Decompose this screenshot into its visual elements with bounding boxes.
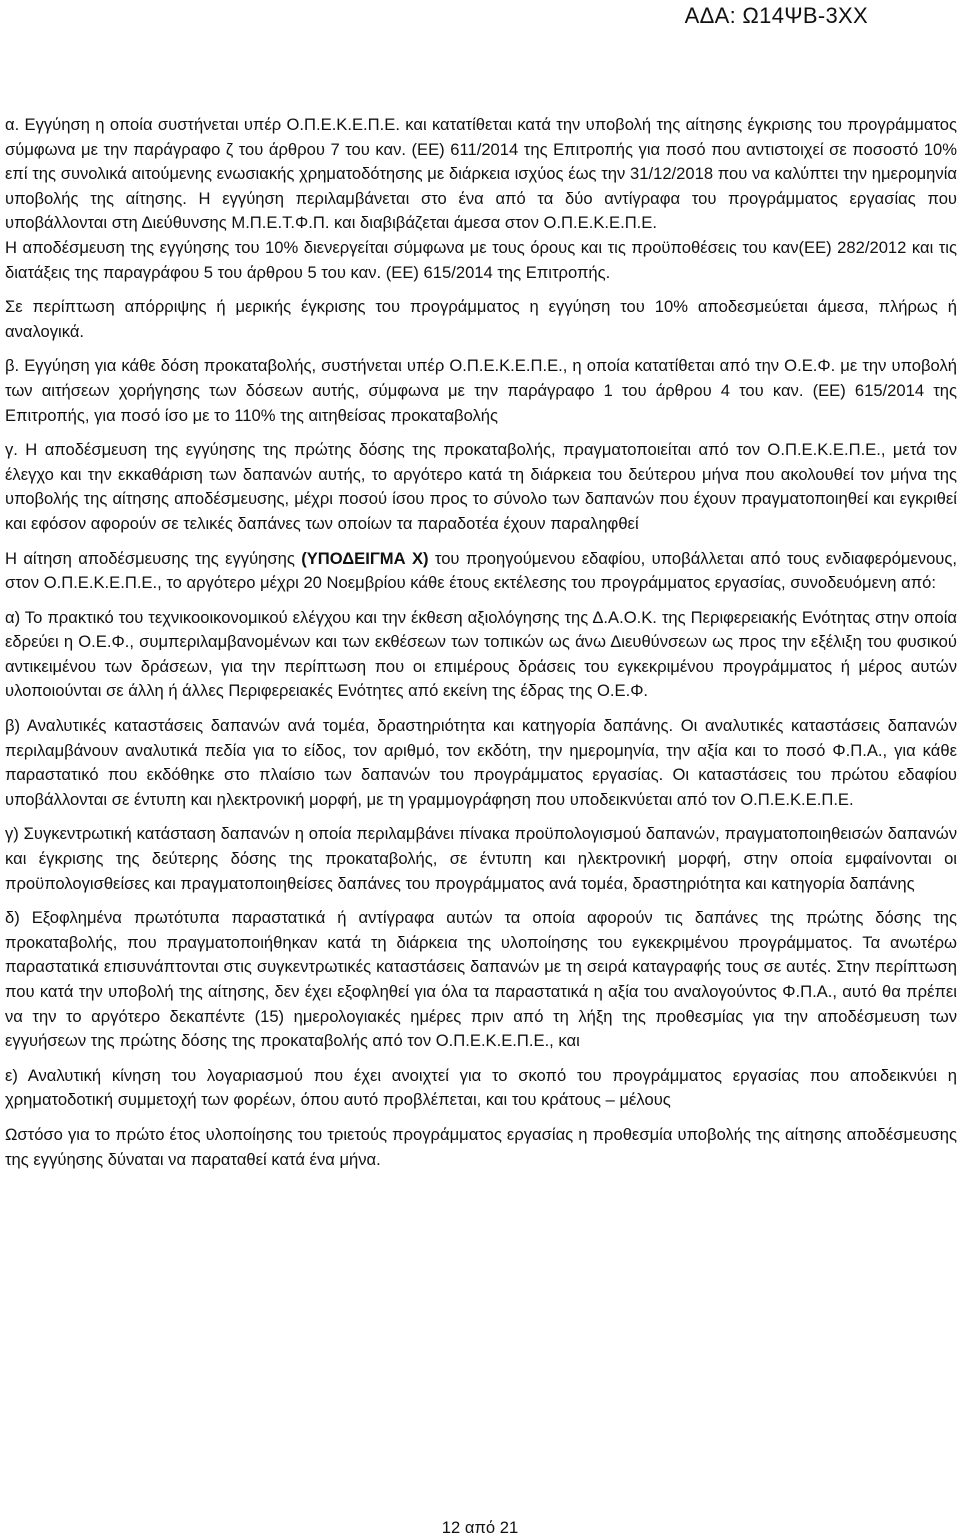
page-number: 12 από 21 bbox=[441, 1518, 519, 1537]
paragraph-release-application bbox=[5, 547, 957, 596]
paragraph-guarantee-b: β. Εγγύηση για κάθε δόση προκαταβολής, συστήνεται υπέρ Ο.Π.Ε.Κ.Ε.Π.Ε., η οποία κατατίθεται από την Ο.Ε.Φ. με την υποβολή των αιτήσεων χορήγησης των δόσεων αυτής, σύμφωνα με την παράγραφο 1 του άρθρου 4 του καν. (ΕΕ) 615/2014 της Επιτροπής, για ποσό ίσο με το 110% της αιτηθείσας προκαταβολής bbox=[5, 356, 957, 425]
document-body bbox=[5, 113, 957, 1182]
paragraph-item-a: α) Το πρακτικό του τεχνικοοικονομικού ελέγχου και την έκθεση αξιολόγησης της Δ.Α.Ο.Κ. της Περιφερειακής Ενότητας στην οποία εδρεύει η Ο.Ε.Φ., συμπεριλαμβανομένων και των εκθέσεων των τοπικών ως άνω Διευθύνσεων ως προς την εξέλιξη του φυσικού αντικειμένου των δράσεων, για την περίπτωση που οι επιμέρους δράσεις του εγκεκριμένου προγράμματος ή μέρος αυτών υλοποιούνται σε άλλη ή άλλες Περιφερειακές Ενότητες από εκείνη της έδρας της Ο.Ε.Φ. bbox=[5, 607, 957, 701]
paragraph-first-year-extension: Ωστόσο για το πρώτο έτος υλοποίησης του τριετούς προγράμματος εργασίας η προθεσμία υποβολής της αίτησης αποδέσμευσης της εγγύησης δύναται να παραταθεί κατά ένα μήνα. bbox=[5, 1124, 957, 1169]
paragraph-guarantee-a: α. Εγγύηση η οποία συστήνεται υπέρ Ο.Π.Ε.Κ.Ε.Π.Ε. και κατατίθεται κατά την υποβολή της αίτησης έγκρισης του προγράμματος σύμφωνα με την παράγραφο ζ του άρθρου 7 του καν. (ΕΕ) 611/2014 της Επιτροπής για ποσό που αντιστοιχεί σε ποσοστό 10% επί της συνολικά αιτούμενης ενωσιακής χρηματοδότησης με διάρκεια ισχύος έως την 31/12/2018 που να καλύπτει την ημερομηνία υποβολής της αίτησης. Η εγγύηση περιλαμβάνεται στο ένα από τα δύο αντίγραφα του προγράμματος εργασίας που υποβάλλονται στη Διεύθυνσης Μ.Π.Ε.Τ.Φ.Π. και διαβιβάζεται άμεσα στον Ο.Π.Ε.Κ.Ε.Π.Ε. bbox=[5, 115, 957, 233]
paragraph-release-10pct: Η αποδέσμευση της εγγύησης του 10% διενεργείται σύμφωνα με τους όρους και τις προϋποθέσεις του καν(ΕΕ) 282/2012 και τις διατάξεις της παραγράφου 5 του άρθρου 5 του καν. (ΕΕ) 615/2014 της Επιτροπής. bbox=[5, 237, 957, 282]
paragraph-item-c: γ) Συγκεντρωτική κατάσταση δαπανών η οποία περιλαμβάνει πίνακα προϋπολογισμού δαπανών, πραγματοποιηθεισών δαπανών και έγκρισης της δεύτερης δόσης της προκαταβολής, σε έντυπη και ηλεκτρονική μορφή, στην οποία εμφαίνονται οι προϋπολογισθείσες και πραγματοποιηθείσες δαπάνες του προγράμματος ανά τομέα, δραστηριότητα και κατηγορία δαπάνης bbox=[5, 824, 957, 893]
release-application-text-start: Η αίτηση αποδέσμευσης της εγγύησης bbox=[5, 548, 302, 568]
paragraph-item-e: ε) Αναλυτική κίνηση του λογαριασμού που έχει ανοιχτεί για το σκοπό του προγράμματος εργασίας που αποδεικνύει η χρηματοδοτική συμμετοχή των φορέων, όπου αυτό προβλέπεται, και του κράτους – μέλους bbox=[5, 1065, 957, 1110]
paragraph-rejection: Σε περίπτωση απόρριψης ή μερικής έγκρισης του προγράμματος η εγγύηση του 10% αποδεσμεύεται άμεσα, πλήρως ή αναλογικά. bbox=[5, 297, 957, 341]
paragraph-item-b: β) Αναλυτικές καταστάσεις δαπανών ανά τομέα, δραστηριότητα και κατηγορία δαπάνης. Οι αναλυτικές καταστάσεις δαπανών περιλαμβάνουν αναλυτικά πεδία για το είδος, τον αριθμό, τον εκδότη, την ημερομηνία, την αξία και το ποσό Φ.Π.Α., για κάθε παραστατικό που εκδόθηκε στο πλαίσιο των δαπανών του προγράμματος εργασίας. Οι καταστάσεις του πρώτου εδαφίου υποβάλλονται σε έντυπη και ηλεκτρονική μορφή, με τη γραμμογράφηση που υποδεικνύεται από τον Ο.Π.Ε.Κ.Ε.Π.Ε. bbox=[5, 716, 957, 809]
template-reference: (ΥΠΟΔΕΙΓΜΑ Χ) bbox=[301, 548, 429, 568]
paragraph-release-first-installment: γ. Η αποδέσμευση της εγγύησης της πρώτης δόσης της προκαταβολής, πραγματοποιείται από τον Ο.Π.Ε.Κ.Ε.Π.Ε., μετά τον έλεγχο και την εκκαθάριση των δαπανών αυτής, το αργότερο κατά τη διάρκεια του δεύτερου μήνα που ακολουθεί τον μήνα της υποβολής της αίτησης αποδέσμευσης, μέχρι ποσού ίσου προς το σύνολο των δαπανών που έχουν πραγματοποιηθεί και εγκριθεί και εφόσον αφορούν σε τελικές δαπάνες των οποίων τα παραδοτέα έχουν παραληφθεί bbox=[5, 440, 957, 533]
ada-identifier: ΑΔΑ: Ω14ΨΒ-3ΧΧ bbox=[684, 3, 868, 28]
release-application-text-end: του προηγούμενου εδαφίου, υποβάλλεται από τους ενδιαφερόμενους, στον Ο.Π.Ε.Κ.Ε.Π.Ε., το αργότερο μέχρι 20 Νοεμβρίου κάθε έτους εκτέλεσης του προγράμματος εργασίας, συνοδευόμενη από: bbox=[5, 548, 957, 593]
paragraph-item-d: δ) Εξοφλημένα πρωτότυπα παραστατικά ή αντίγραφα αυτών τα οποία αφορούν τις δαπάνες της πρώτης δόσης της προκαταβολής, που πραγματοποιήθηκαν κατά τη διάρκεια της υλοποίησης του εγκεκριμένου προγράμματος. Τα ανωτέρω παραστατικά επισυνάπτονται στις συγκεντρωτικές καταστάσεις δαπανών με τη σειρά καταγραφής τους σε αυτές. Στην περίπτωση που κατά την υποβολή της αίτησης, δεν έχει εξοφληθεί για όλα τα παραστατικά η αξία του αναλογούντος Φ.Π.Α., αυτό θα πρέπει να την το αργότερο δεκαπέντε (15) ημερολογιακές ημέρες πριν από τη λήξη της προθεσμίας για την αποδέσμευση των εγγυήσεων της πρώτης δόσης της προκαταβολής από τον Ο.Π.Ε.Κ.Ε.Π.Ε., και bbox=[5, 908, 957, 1051]
